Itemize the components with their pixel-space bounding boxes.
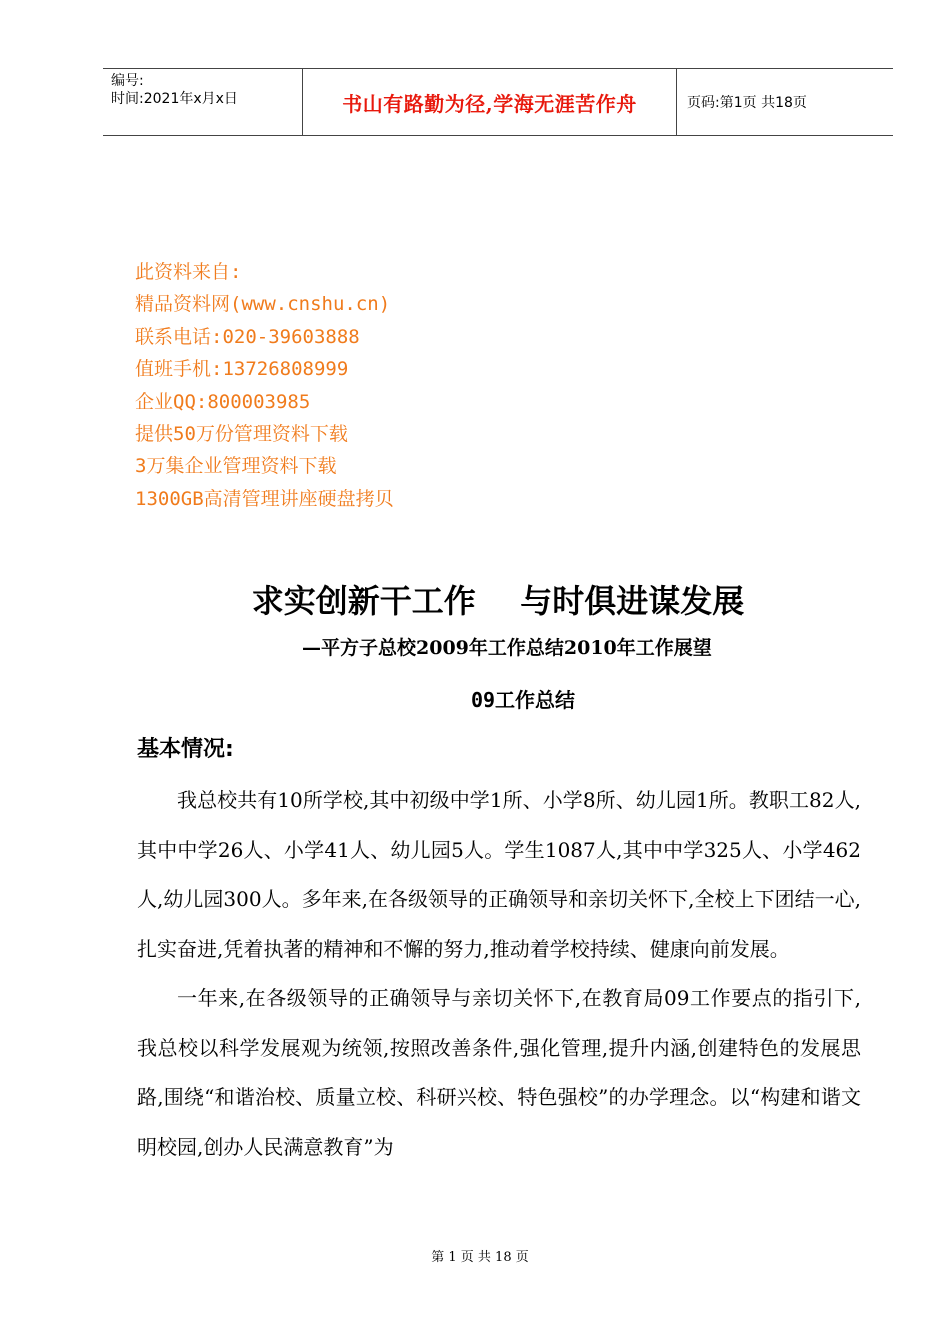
body-paragraph: 一年来,在各级领导的正确领导与亲切关怀下,在教育局09工作要点的指引下,我总校以科学发展观为统领,按照改善条件,强化管理,提升内涵,创建特色的发展思路,围绕“和谐治校、质量立校、科研兴校、特色强校”的办学理念。以“构建和谐文明校园,创办人民满意教育”为 xyxy=(137,986,861,1159)
header-motto: 书山有路勤为径,学海无涯苦作舟 xyxy=(303,69,677,135)
promo-line: 3万集企业管理资料下载 xyxy=(135,455,337,478)
promo-line: 联系电话:020-39603888 xyxy=(135,325,360,348)
promo-line: 企业QQ:800003985 xyxy=(135,390,311,413)
promo-line: 提供50万份管理资料下载 xyxy=(135,423,348,446)
promo-line: 此资料来自: xyxy=(135,261,242,283)
page-footer: 第 1 页 共 18 页 xyxy=(431,1250,529,1265)
promo-line: 值班手机:13726808999 xyxy=(135,358,349,381)
document-title: 求实创新干工作 与时俱进谋发展 xyxy=(251,582,745,620)
number-label: 编号: xyxy=(111,73,144,89)
promo-block xyxy=(135,256,394,515)
body-paragraph: 我总校共有10所学校,其中初级中学1所、小学8所、幼儿园1所。教职工82人,其中中学26人、小学41人、幼儿园5人。学生1087人,其中中学325人、小学462人,幼儿园300人。多年来,在各级领导的正确领导和亲切关怀下,全校上下团结一心,扎实奋进,凭着执著的精神和不懈的努力,推动着学校持续、健康向前发展。 xyxy=(137,788,861,961)
section-title: 09工作总结 xyxy=(470,688,576,712)
header-page-info: 页码:第1页 共18页 xyxy=(687,95,807,111)
page-header xyxy=(103,68,893,136)
header-meta xyxy=(103,69,303,135)
promo-line: 1300GB高清管理讲座硬盘拷贝 xyxy=(135,487,394,510)
document-subtitle: —平方子总校2009年工作总结2010年工作展望 xyxy=(302,637,712,659)
section-heading: 基本情况: xyxy=(137,737,234,762)
promo-line: 精品资料网(www.cnshu.cn) xyxy=(135,293,391,316)
time-label: 时间:2021年x月x日 xyxy=(111,91,238,107)
document-body xyxy=(137,776,861,1172)
